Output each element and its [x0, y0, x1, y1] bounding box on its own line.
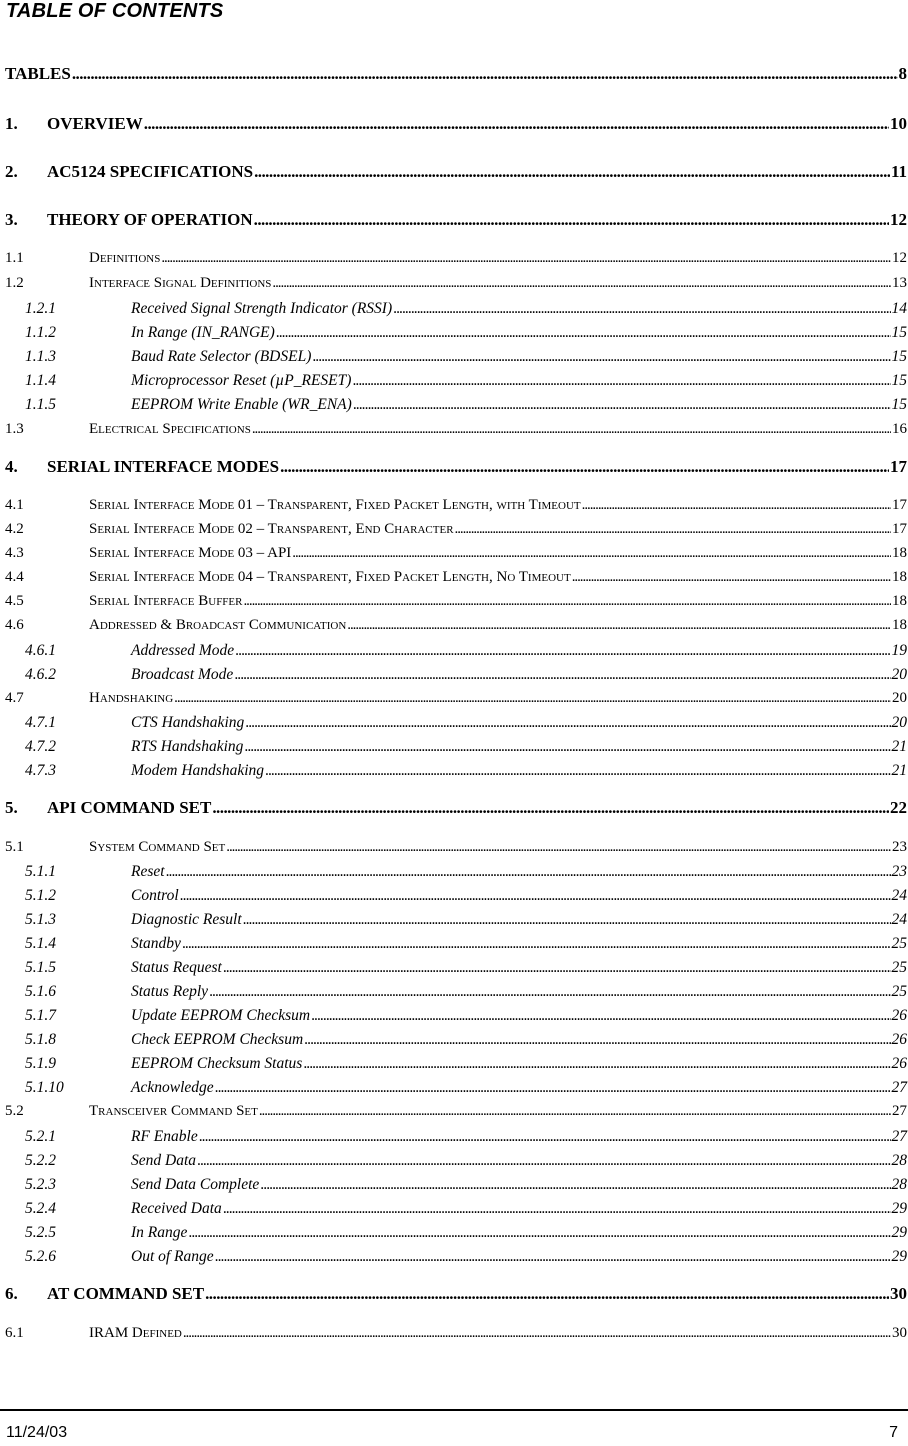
dot-leader	[166, 863, 891, 881]
dot-leader	[260, 1176, 890, 1194]
toc-entry-page: 18	[892, 545, 907, 561]
dot-leader	[303, 1055, 890, 1073]
toc-entry[interactable]	[5, 569, 907, 586]
dot-leader	[393, 300, 890, 318]
dot-leader	[352, 372, 890, 390]
dot-leader	[180, 887, 891, 905]
toc-entry-title: Modem Handshaking	[131, 762, 265, 779]
toc-entry-page: 25	[891, 935, 907, 952]
toc-entry-page: 29	[891, 1200, 907, 1217]
toc-entry[interactable]	[5, 1103, 907, 1120]
toc-entry-number: 1.2	[5, 275, 24, 291]
toc-entry[interactable]	[5, 666, 907, 684]
toc-entry-title: AT COMMAND SET	[47, 1284, 205, 1303]
toc-entry-page: 29	[891, 1248, 907, 1265]
toc-entry-number: 5.	[5, 798, 18, 817]
toc-entry-number: 5.1	[5, 839, 24, 855]
toc-entry-number: 1.	[5, 114, 18, 133]
dot-leader	[234, 666, 890, 684]
dot-leader	[245, 714, 890, 732]
toc-entry-number: 4.5	[5, 593, 24, 609]
toc-entry-number: 5.1.10	[25, 1079, 64, 1096]
toc-entry[interactable]	[5, 372, 907, 390]
toc-entry[interactable]	[5, 1224, 907, 1242]
toc-entry-number: 6.1	[5, 1325, 24, 1341]
toc-entry-page: 24	[891, 911, 907, 928]
toc-entry-page: 30	[890, 1284, 907, 1303]
toc-entry-page: 28	[891, 1152, 907, 1169]
toc-entry-number: 5.2	[5, 1103, 24, 1119]
dot-leader	[199, 1128, 891, 1146]
toc-entry-page: 27	[891, 1079, 907, 1096]
toc-entry-number: 1.2.1	[25, 300, 56, 317]
dot-leader	[311, 1007, 890, 1025]
toc-entry-page: 27	[891, 1128, 907, 1145]
toc-entry-title: EEPROM Write Enable (WR_ENA)	[131, 396, 352, 413]
toc-entry-title: CTS Handshaking	[131, 714, 245, 731]
toc-entry-title: Status Request	[131, 959, 222, 976]
toc-entry-page: 17	[892, 497, 907, 513]
toc-entry[interactable]	[5, 798, 907, 818]
toc-entry-page: 20	[891, 714, 907, 731]
dot-leader	[223, 1200, 891, 1218]
toc-entry-title: In Range (IN_RANGE)	[131, 324, 275, 341]
toc-entry-number: 4.4	[5, 569, 24, 585]
toc-entry-number: 3.	[5, 210, 18, 229]
toc-entry-number: 5.1.5	[25, 959, 56, 976]
toc-entry-title: Serial Interface Mode 03 – API	[89, 545, 292, 561]
toc-entry-number: 4.2	[5, 521, 24, 537]
dot-leader	[347, 617, 891, 634]
toc-entry-title: Diagnostic Result	[131, 911, 242, 928]
toc-entry-number: 5.2.2	[25, 1152, 56, 1169]
footer-rule	[0, 1409, 908, 1411]
dot-leader	[243, 911, 891, 929]
dot-leader	[212, 798, 889, 818]
toc-entry[interactable]	[5, 300, 907, 318]
dot-leader	[582, 497, 891, 514]
toc-entry[interactable]	[5, 1325, 907, 1342]
toc-entry-page: 29	[891, 1224, 907, 1241]
toc-entry-title: Send Data Complete	[131, 1176, 260, 1193]
toc-entry[interactable]	[5, 210, 907, 230]
toc-entry[interactable]	[5, 114, 907, 134]
dot-leader	[280, 457, 889, 477]
toc-entry-number: 5.1.6	[25, 983, 56, 1000]
toc-entry-page: 26	[891, 1055, 907, 1072]
toc-entry[interactable]	[5, 1248, 907, 1266]
toc-entry-number: 1.3	[5, 421, 24, 437]
toc-entry-title: TABLES	[5, 64, 71, 83]
toc-entry-page: 18	[892, 617, 907, 633]
toc-entry-number: 5.1.2	[25, 887, 56, 904]
toc-entry[interactable]	[5, 1176, 907, 1194]
toc-entry[interactable]	[5, 839, 907, 856]
toc-entry-page: 26	[891, 1007, 907, 1024]
toc-entry-number: 5.1.8	[25, 1031, 56, 1048]
toc-entry-title: SERIAL INTERFACE MODES	[47, 457, 280, 476]
toc-entry-number: 4.7	[5, 690, 24, 706]
toc-entry-page: 8	[898, 64, 907, 83]
toc-entry-number: 4.7.3	[25, 762, 56, 779]
dot-leader	[161, 250, 891, 267]
toc-entry-number: 5.2.1	[25, 1128, 56, 1145]
dot-leader	[259, 1103, 891, 1120]
toc-entry[interactable]	[5, 162, 907, 182]
dot-leader	[144, 114, 889, 134]
toc-entry[interactable]	[5, 324, 907, 342]
toc-entry-page: 26	[891, 1031, 907, 1048]
toc-entry-page: 18	[892, 569, 907, 585]
toc-entry-number: 1.1.3	[25, 348, 56, 365]
dot-leader	[223, 959, 891, 977]
toc-entry-title: Addressed & Broadcast Communication	[89, 617, 347, 633]
toc-entry[interactable]	[5, 593, 907, 610]
toc-entry-title: API COMMAND SET	[47, 798, 212, 817]
toc-entry-page: 21	[891, 738, 907, 755]
toc-entry[interactable]	[5, 1284, 907, 1304]
dot-leader	[455, 521, 891, 538]
dot-leader	[183, 1325, 891, 1342]
toc-entry-number: 5.2.4	[25, 1200, 56, 1217]
toc-entry-number: 5.2.6	[25, 1248, 56, 1265]
dot-leader	[265, 762, 890, 780]
toc-entry-title: RF Enable	[131, 1128, 198, 1145]
toc-entry-page: 19	[891, 642, 907, 659]
toc-entry-title: Transceiver Command Set	[89, 1103, 258, 1119]
toc-entry[interactable]	[5, 959, 907, 977]
toc-entry-number: 4.3	[5, 545, 24, 561]
dot-leader	[235, 642, 890, 660]
toc-entry-title: Electrical Specifications	[89, 421, 251, 437]
dot-leader	[72, 64, 898, 84]
dot-leader	[272, 275, 891, 292]
toc-entry-title: Reset	[131, 863, 165, 880]
toc-entry-page: 16	[892, 421, 907, 437]
dot-leader	[209, 983, 890, 1001]
toc-entry-title: RTS Handshaking	[131, 738, 244, 755]
toc-entry[interactable]	[5, 545, 907, 562]
toc-entry[interactable]	[5, 911, 907, 929]
toc-entry-title: IRAM Defined	[89, 1325, 182, 1341]
toc-entry-number: 4.7.2	[25, 738, 56, 755]
dot-leader	[254, 162, 890, 182]
toc-entry[interactable]	[5, 348, 907, 366]
toc-entry-number: 4.6	[5, 617, 24, 633]
footer-date: 11/24/03	[6, 1424, 68, 1441]
toc-entry-page: 24	[891, 887, 907, 904]
toc-entry-title: Send Data	[131, 1152, 197, 1169]
dot-leader	[276, 324, 891, 342]
toc-entry[interactable]	[5, 521, 907, 538]
toc-entry-title: Definitions	[89, 250, 161, 266]
toc-entry-number: 4.	[5, 457, 18, 476]
dot-leader	[174, 690, 891, 707]
toc-entry[interactable]	[5, 887, 907, 905]
toc-entry[interactable]	[5, 642, 907, 660]
toc-entry-number: 4.6.2	[25, 666, 56, 683]
toc-entry-title: Baud Rate Selector (BDSEL)	[131, 348, 312, 365]
toc-entry-title: Out of Range	[131, 1248, 214, 1265]
toc-entry-page: 10	[890, 114, 907, 133]
toc-entry[interactable]	[5, 617, 907, 634]
toc-entry[interactable]	[5, 863, 907, 881]
dot-leader	[205, 1284, 889, 1304]
toc-entry-title: Standby	[131, 935, 181, 952]
dot-leader	[572, 569, 891, 586]
toc-entry-page: 12	[892, 250, 907, 266]
toc-entry-number: 6.	[5, 1284, 18, 1303]
toc-entry-title: Received Signal Strength Indicator (RSSI)	[131, 300, 393, 317]
toc-entry-title: Microprocessor Reset (µP_RESET)	[131, 372, 352, 389]
toc-entry-title: Control	[131, 887, 179, 904]
toc-entry-title: Serial Interface Mode 02 – Transparent, End Character	[89, 521, 454, 537]
toc-entry-title: Serial Interface Mode 01 – Transparent, Fixed Packet Length, with Timeout	[89, 497, 581, 513]
toc-entry-page: 13	[892, 275, 907, 291]
toc-entry-title: Status Reply	[131, 983, 209, 1000]
toc-entry[interactable]	[5, 457, 907, 477]
toc-entry-number: 5.1.4	[25, 935, 56, 952]
toc-entry-title: Addressed Mode	[131, 642, 235, 659]
toc-entry-page: 22	[890, 798, 907, 817]
toc-entry-number: 4.6.1	[25, 642, 56, 659]
toc-entry-title: THEORY OF OPERATION	[47, 210, 253, 229]
toc-entry-page: 12	[890, 210, 907, 229]
toc-entry-title: Check EEPROM Checksum	[131, 1031, 304, 1048]
toc-entry-number: 5.1.7	[25, 1007, 56, 1024]
toc-entry-page: 15	[891, 348, 907, 365]
toc-entry-number: 5.1.9	[25, 1055, 56, 1072]
toc-entry-title: Handshaking	[89, 690, 174, 706]
toc-entry-page: 17	[890, 457, 907, 476]
toc-entry-number: 1.1.2	[25, 324, 56, 341]
toc-entry-page: 25	[891, 983, 907, 1000]
toc-entry-number: 1.1.5	[25, 396, 56, 413]
toc-entry-title: Interface Signal Definitions	[89, 275, 272, 291]
dot-leader	[292, 545, 891, 562]
toc-entry[interactable]	[5, 738, 907, 756]
toc-entry-title: Serial Interface Mode 04 – Transparent, Fixed Packet Length, No Timeout	[89, 569, 571, 585]
toc-entry[interactable]	[5, 714, 907, 732]
toc-entry-number: 4.1	[5, 497, 24, 513]
page-title: TABLE OF CONTENTS	[6, 0, 224, 22]
toc-entry[interactable]	[5, 1007, 907, 1025]
toc-entry-page: 15	[891, 396, 907, 413]
toc-entry-page: 17	[892, 521, 907, 537]
toc-entry-page: 18	[892, 593, 907, 609]
toc-entry-title: Serial Interface Buffer	[89, 593, 243, 609]
toc-entry-title: OVERVIEW	[47, 114, 143, 133]
toc-entry[interactable]	[5, 250, 907, 267]
toc-entry-title: Received Data	[131, 1200, 222, 1217]
toc-entry[interactable]	[5, 64, 907, 84]
dot-leader	[188, 1224, 890, 1242]
dot-leader	[215, 1079, 891, 1097]
toc-entry-page: 30	[892, 1325, 907, 1341]
dot-leader	[252, 421, 891, 438]
dot-leader	[312, 348, 890, 366]
toc-entry-page: 28	[891, 1176, 907, 1193]
toc-entry-number: 5.1.1	[25, 863, 56, 880]
toc-entry-title: In Range	[131, 1224, 188, 1241]
toc-entry[interactable]	[5, 983, 907, 1001]
toc-entry-title: System Command Set	[89, 839, 226, 855]
toc-entry[interactable]	[5, 1200, 907, 1218]
toc-entry-page: 21	[891, 762, 907, 779]
toc-entry-page: 23	[892, 839, 907, 855]
dot-leader	[254, 210, 889, 230]
toc-entry-number: 5.2.5	[25, 1224, 56, 1241]
toc-entry[interactable]	[5, 1079, 907, 1097]
toc-entry-title: Acknowledge	[131, 1079, 214, 1096]
toc-entry-number: 1.1.4	[25, 372, 56, 389]
toc-entry-number: 2.	[5, 162, 18, 181]
toc-entry-number: 5.1.3	[25, 911, 56, 928]
toc-entry-page: 11	[890, 162, 907, 181]
dot-leader	[304, 1031, 890, 1049]
toc-entry[interactable]	[5, 275, 907, 292]
toc-entry[interactable]	[5, 396, 907, 414]
dot-leader	[215, 1248, 891, 1266]
toc-entry[interactable]	[5, 1031, 907, 1049]
toc-entry-number: 5.2.3	[25, 1176, 56, 1193]
toc-entry-title: Update EEPROM Checksum	[131, 1007, 311, 1024]
toc-entry[interactable]	[5, 690, 907, 707]
toc-entry[interactable]	[5, 1055, 907, 1073]
dot-leader	[243, 593, 891, 610]
dot-leader	[244, 738, 890, 756]
dot-leader	[197, 1152, 890, 1170]
footer-page-number: 7	[889, 1424, 898, 1441]
toc-entry-page: 20	[891, 666, 907, 683]
toc-entry-page: 23	[891, 863, 907, 880]
toc-entry-title: AC5124 SPECIFICATIONS	[47, 162, 254, 181]
toc-entry[interactable]	[5, 762, 907, 780]
toc-entry-page: 27	[892, 1103, 907, 1119]
toc-entry-page: 20	[892, 690, 907, 706]
toc-entry[interactable]	[5, 1152, 907, 1170]
dot-leader	[353, 396, 891, 414]
toc-entry-page: 15	[891, 324, 907, 341]
dot-leader	[182, 935, 891, 953]
toc-entry[interactable]	[5, 497, 907, 514]
dot-leader	[226, 839, 891, 856]
toc-entry[interactable]	[5, 935, 907, 953]
toc-entry-page: 14	[891, 300, 907, 317]
toc-entry-title: Broadcast Mode	[131, 666, 234, 683]
toc-entry[interactable]	[5, 1128, 907, 1146]
toc-entry-title: EEPROM Checksum Status	[131, 1055, 303, 1072]
toc-entry-number: 4.7.1	[25, 714, 56, 731]
toc-entry-page: 25	[891, 959, 907, 976]
toc-entry-number: 1.1	[5, 250, 24, 266]
toc-entry[interactable]	[5, 421, 907, 438]
toc-entry-page: 15	[891, 372, 907, 389]
